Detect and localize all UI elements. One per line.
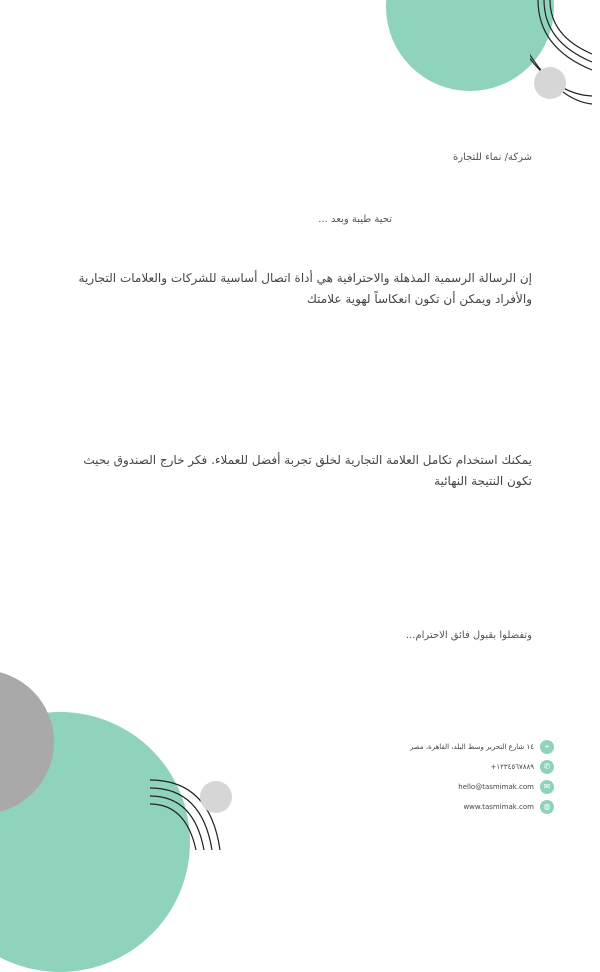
contact-website: www.tasmimak.com [463, 803, 534, 811]
contact-address-row [410, 739, 554, 755]
greeting: تحية طيبة وبعد ... [318, 214, 392, 225]
bottom-grey-dot [200, 781, 232, 813]
email-icon: ✉ [540, 780, 554, 794]
body-paragraph-2: يمكنك استخدام تكامل العلامة التجارية لخلق تجربة أفضل للعملاء. فكر خارج الصندوق بحيث تكون النتيجة النهائية [83, 453, 532, 488]
globe-icon: ◍ [540, 800, 554, 814]
contact-phone-row [491, 759, 554, 775]
phone-icon: ✆ [540, 760, 554, 774]
contact-phone: +١٢٣٤٥٦٧٨٨٩ [490, 763, 534, 771]
body-paragraph-1: إن الرسالة الرسمية المذهلة والاحترافية هي أداة اتصال أساسية للشركات والعلامات التجارية والأفراد ويمكن أن تكون انعكاساً لهوية علامتك [78, 271, 532, 306]
sender-company: شركة/ نماء للتجارة [452, 152, 532, 163]
logo-circle [386, 0, 554, 91]
contact-website-row [463, 799, 554, 815]
location-pin-icon: ⌖ [540, 740, 554, 754]
contact-email: hello@tasmimak.com [458, 783, 534, 791]
contact-email-row [458, 779, 554, 795]
top-grey-dot [534, 67, 566, 99]
closing-line: وتفضلوا بقبول فائق الاحترام... [405, 630, 532, 641]
contact-address: ١٤ شارع التحرير وسط البلد، القاهرة، مصر [409, 743, 534, 751]
bottom-arc-lines [150, 770, 240, 850]
